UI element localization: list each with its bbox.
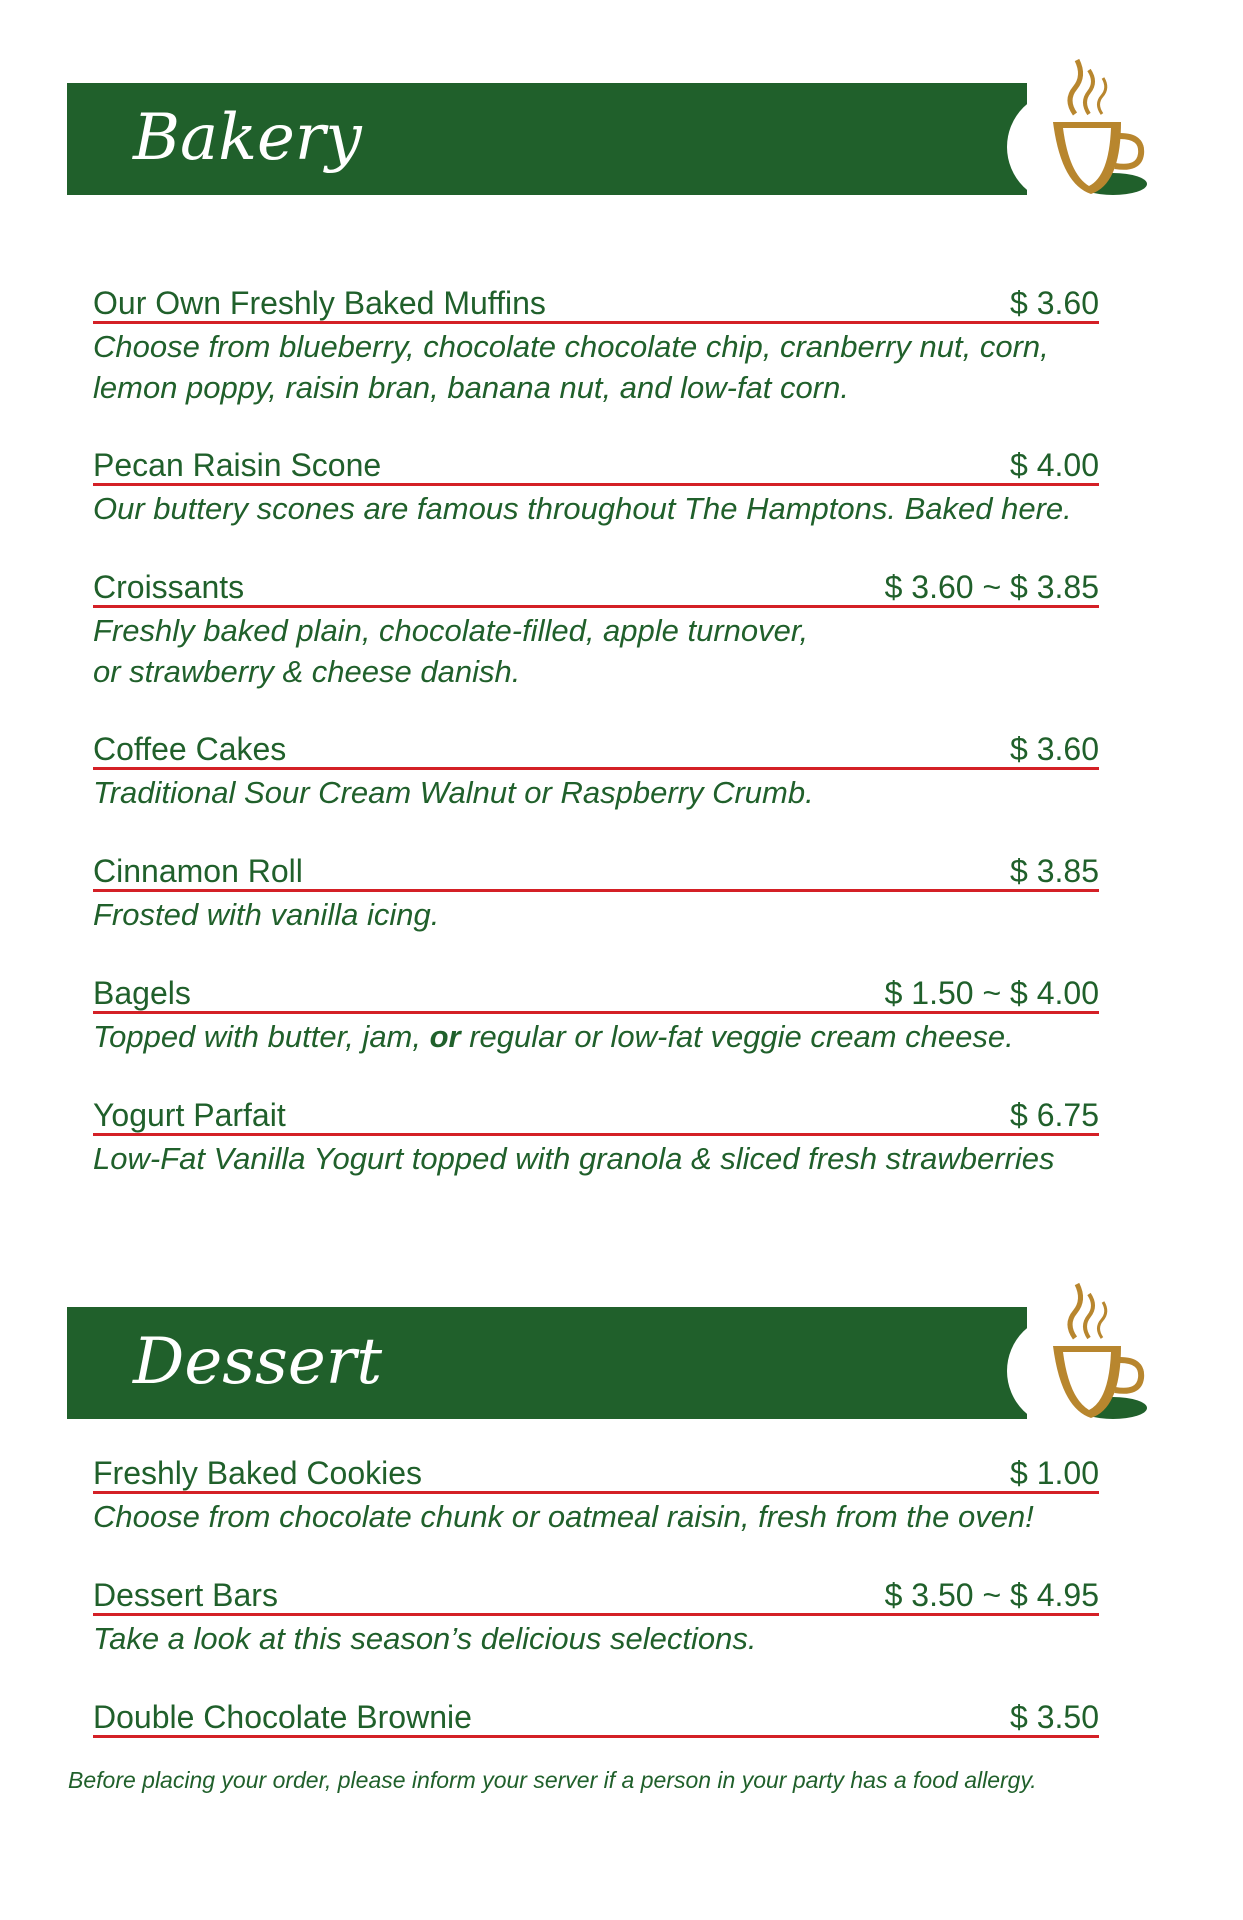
item-price: $ 4.00: [1010, 447, 1099, 483]
item-name: Our Own Freshly Baked Muffins: [93, 285, 546, 321]
item-divider: [93, 605, 1099, 608]
item-description-part: Topped with butter, jam,: [93, 1019, 430, 1054]
item-description: Choose from blueberry, chocolate chocolate chip, cranberry nut, corn, lemon poppy, raisin bran, banana nut, and low-fat corn.: [93, 329, 1049, 405]
item-price: $ 3.85: [1010, 853, 1099, 889]
item-divider: [93, 889, 1099, 892]
item-name: Croissants: [93, 569, 245, 605]
bakery-title: Bakery: [133, 101, 362, 175]
item-divider: [93, 1735, 1099, 1738]
item-description: Choose from chocolate chunk or oatmeal raisin, fresh from the oven!: [93, 1499, 1034, 1534]
item-name: Dessert Bars: [93, 1577, 278, 1613]
item-price: $ 3.50: [1010, 1699, 1099, 1735]
item-name: Yogurt Parfait: [93, 1097, 286, 1133]
item-description-emphasis: or: [429, 1019, 461, 1054]
item-divider: [93, 1011, 1099, 1014]
item-divider: [93, 1491, 1099, 1494]
item-price: $ 1.00: [1010, 1455, 1099, 1491]
menu-item-dessert-bars: [93, 1576, 1153, 1659]
item-name: Coffee Cakes: [93, 731, 287, 767]
menu-item-scone: [93, 446, 1153, 529]
item-description: Our buttery scones are famous throughout The Hamptons. Baked here.: [93, 491, 1072, 526]
item-price: $ 1.50 ~ $ 4.00: [884, 975, 1099, 1011]
menu-item-yogurt-parfait: [93, 1096, 1153, 1179]
menu-item-croissants: [93, 568, 1153, 692]
item-price: $ 6.75: [1010, 1097, 1099, 1133]
item-description: Frosted with vanilla icing.: [93, 897, 440, 932]
item-divider: [93, 1613, 1099, 1616]
item-name: Bagels: [93, 975, 191, 1011]
item-description: Traditional Sour Cream Walnut or Raspberry Crumb.: [93, 775, 814, 810]
item-description-part: regular or low-fat veggie cream cheese.: [460, 1019, 1014, 1054]
dessert-title: Dessert: [133, 1325, 383, 1399]
item-price: $ 3.60: [1010, 731, 1099, 767]
item-name: Freshly Baked Cookies: [93, 1455, 423, 1491]
item-price: $ 3.50 ~ $ 4.95: [884, 1577, 1099, 1613]
menu-item-coffee-cakes: [93, 730, 1153, 813]
coffee-cup-icon: [1003, 52, 1153, 202]
item-price: $ 3.60: [1010, 285, 1099, 321]
menu-item-cookies: [93, 1454, 1153, 1537]
menu-item-muffins: [93, 284, 1153, 408]
item-divider: [93, 321, 1099, 324]
item-description: Take a look at this season’s delicious selections.: [93, 1621, 757, 1656]
coffee-cup-icon: [1003, 1276, 1153, 1426]
item-description: [93, 1016, 1153, 1057]
item-divider: [93, 483, 1099, 486]
menu-item-bagels: [93, 974, 1153, 1057]
item-name: Cinnamon Roll: [93, 853, 303, 889]
allergy-notice: Before placing your order, please inform your server if a person in your party has a food allergy.: [68, 1767, 1037, 1793]
item-divider: [93, 767, 1099, 770]
menu-item-cinnamon-roll: [93, 852, 1153, 935]
item-description: Low-Fat Vanilla Yogurt topped with granola & sliced fresh strawberries: [93, 1141, 1055, 1176]
item-divider: [93, 1133, 1099, 1136]
item-price: $ 3.60 ~ $ 3.85: [884, 569, 1099, 605]
item-name: Pecan Raisin Scone: [93, 447, 382, 483]
item-description: Freshly baked plain, chocolate-filled, apple turnover, or strawberry & cheese danish.: [93, 613, 809, 689]
item-name: Double Chocolate Brownie: [93, 1699, 472, 1735]
menu-item-brownie: [93, 1698, 1153, 1738]
